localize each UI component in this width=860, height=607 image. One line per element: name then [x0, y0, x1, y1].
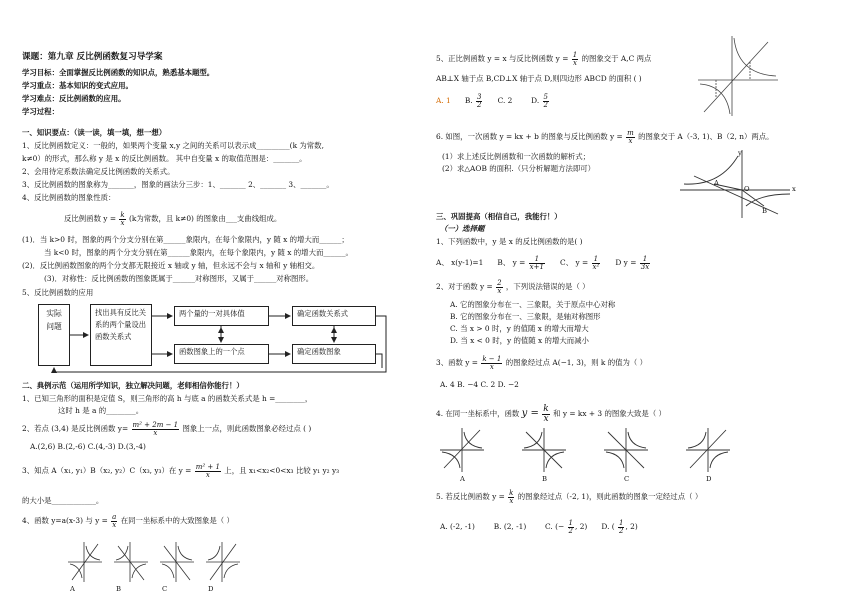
flow-value-pair: 两个量的一对具体值: [174, 306, 269, 326]
choice-1: 1、下列函数中，y 是 x 的反比例函数的是( ): [436, 237, 583, 246]
question-6b: (2）求△AOB 的面积.（只分析解题方法即可）: [442, 164, 596, 173]
choice-2b: B. 它的图象分布在一、三象限，是轴对称图形: [450, 312, 601, 321]
fraction: $\frac{3}{2}$: [477, 92, 482, 109]
fraction: $\frac{1}{2}$: [568, 518, 573, 535]
learning-process: 学习过程：: [22, 107, 59, 116]
knowledge-4b: (1)．当 k>0 时，图象的两个分支分别在第______象限内，在每个象限内，y 随 x 的增大而______；: [22, 235, 349, 244]
choice-4: 4. 在同一坐标系中，函数 y = $\frac{k}{x}$ 和 y = kx + 3 的图象大致是（ ）: [436, 403, 666, 424]
fraction: $\frac{1}{2}$: [619, 518, 624, 535]
choice-2a: A. 它的图象分布在一、三象限，关于原点中心对称: [450, 300, 616, 309]
knowledge-4a: 反比例函数 y = $\frac{k}{x}$ (k为常数，且 k≠0) 的图象由___支曲线组成。: [64, 210, 282, 227]
fraction: $\frac{k}{x}$: [543, 403, 549, 424]
c4-label-a: A: [460, 475, 465, 483]
example-2-options: A.(2,6) B.(2,-6) C.(4,-3) D.(3,-4): [30, 442, 146, 451]
q6-b-label: B: [762, 207, 767, 215]
flow-determine-graph: 确定函数图象: [292, 344, 376, 364]
knowledge-1b: k≠0）的形式，那么称 y 是 x 的反比例函数。 其中自变量 x 的取值范围是：_______。: [22, 154, 307, 163]
key-point: 学习重点：基本知识的变式应用。: [22, 81, 133, 90]
example-1b: 这时 h 是 a 的________。: [58, 406, 144, 415]
choice-2d: D. 当 x < 0 时，y 的值随 x 的增大而减小: [450, 336, 589, 345]
c4-graph-a: [440, 428, 484, 472]
graph-d: [206, 542, 240, 582]
knowledge-4: 4、反比例函数的图象性质：: [22, 193, 116, 202]
choice-4-graphs: [440, 428, 740, 474]
example-3b: 的大小是____________。: [22, 496, 104, 505]
section-examples: 二、典例示范（运用所学知识，独立解决问题，老师相信你能行！）: [22, 381, 244, 390]
question-5b: AB⊥X 轴于点 B,CD⊥X 轴于点 D,则四边形 ABCD 的面积 ( ): [436, 74, 642, 83]
c4-label-b: B: [542, 475, 547, 483]
fraction: $\frac{m}{x}$: [627, 128, 634, 145]
q6-y-label: y: [738, 149, 742, 157]
c4-graph-d: [686, 428, 730, 472]
knowledge-2: 2、会用待定系数法确定反比例函数的关系式。: [22, 167, 175, 176]
q6-a-label: A: [714, 179, 719, 187]
knowledge-1: 1、反比例函数定义：一般的，如果两个变量 x,y 之间的关系可以表示成_________(k 为常数,: [22, 141, 324, 150]
choice-3: 3、函数 y = $\frac{k - 1}{x}$ 的图象经过点 A(−1, 3)，则 k 的值为（ ）: [436, 354, 648, 371]
fraction: $\frac{\text{m² + 1}}{x}$: [195, 462, 220, 479]
flowchart-arrows: [22, 0, 414, 380]
question-5-options: A. 1 B. $\frac{3}{2}$ C. 2 D. $\frac{5}{2}$: [436, 92, 549, 109]
c4-label-d: D: [706, 475, 712, 483]
learning-goal: 学习目标：全面掌握反比例函数的知识点，熟悉基本题型。: [22, 68, 215, 77]
fraction: $\frac{1}{\text{x²}}$: [592, 254, 600, 271]
choice-2c: C. 当 x > 0 时，y 的值随 x 的增大而增大: [450, 324, 589, 333]
graph-c: [160, 542, 194, 582]
difficult-point: 学习难点：反比例函数的应用。: [22, 94, 126, 103]
knowledge-3: 3、反比例函数的图象称为_______，图象的画法分三步：1、_______ 2、_______ 3、_______。: [22, 180, 334, 189]
choice-2: 2、对于函数 y = $\frac{2}{x}$ ，下列说法错误的是（ ）: [436, 278, 590, 295]
fraction: $\frac{1}{x+1}$: [529, 254, 544, 271]
flow-real-problem: 实际问题: [38, 304, 70, 366]
question-5: 5、正比例函数 y = x 与反比例函数 y = $\frac{1}{x}$ 的图象交于 A,C 两点: [436, 50, 652, 67]
example-1: 1、已知三角形的面积是定值 S，则三角形的高 h 与底 a 的函数关系式是 h =________，: [22, 394, 313, 403]
section-knowledge: 一、知识要点：（读一读，填一填，想一想）: [22, 128, 167, 137]
example-2: 2、若点 (3,4) 是反比例函数 y= $\frac{\text{m² + 2m − 1}}{x}$ 图象上一点，则此函数图象必经过点 ( ): [22, 420, 312, 437]
c4-label-c: C: [624, 475, 630, 483]
fraction: $\frac{2}{x}$: [497, 278, 502, 295]
choice-1-options: A、 x(y-1)=1 B、 y = $\frac{1}{x+1}$ C、 y = $\frac{1}{\text{x²}}$ D y = $\frac{1}{3x}$: [436, 254, 650, 271]
knowledge-4c: 当 k<0 时，图象的两个分支分别在第______象限内，在每个象限内，y 随 x 的增大而______。: [44, 248, 353, 257]
choice-5: 5. 若反比例函数 y = $\frac{k}{x}$ 的图象经过点（-2, 1)，则此函数的图象一定经过点（ ）: [436, 488, 703, 505]
flow-determine-formula: 确定函数关系式: [292, 306, 376, 326]
fraction: $\frac{k - 1}{x}$: [482, 354, 502, 371]
question-5-graph: [698, 36, 778, 116]
graph-b: [114, 542, 148, 582]
fraction: $\frac{1}{3x}$: [640, 254, 650, 271]
question-6: 6. 如图，一次函数 y = kx + b 的图象与反比例函数 y = $\frac{m}{x}$ 的图象交于 A（-3, 1)、B（2, n）两点。: [436, 128, 774, 145]
graph-a: [68, 542, 102, 582]
lesson-title: 课题：第九章 反比例函数复习导学案: [22, 52, 163, 62]
flow-graph-point: 函数图象上的一个点: [174, 344, 269, 364]
knowledge-4d: (2)．反比例函数图象的两个分支都无限接近 x 轴或 y 轴，但永远不会与 x 轴和 y 轴相交。: [22, 261, 320, 270]
fraction: $\frac{k}{x}$: [509, 488, 514, 505]
fraction: $\frac{1}{x}$: [572, 50, 578, 67]
fraction: $\frac{\text{m² + 2m − 1}}{x}$: [132, 420, 179, 437]
example-4: 4、函数 y=a(x-3) 与 y = $\frac{a}{x}$ 在同一坐标系中的大致图象是（ ）: [22, 512, 234, 529]
knowledge-5: 5、反比例函数的应用: [22, 288, 94, 297]
question-6-graph: [680, 148, 796, 218]
section-consolidate: 三、巩固提高（相信自己，我能行！）: [436, 212, 562, 221]
choice-5-options: A. (-2, -1) B. (2, -1) C. (− $\frac{1}{2}$ , 2) D. ( $\frac{1}{2}$ , 2): [440, 518, 638, 535]
q6-x-label: x: [792, 185, 796, 193]
example-4-graphs: [68, 540, 248, 590]
flow-find-relation: 找出具有反比关系的两个量设出函数关系式: [90, 304, 152, 366]
choice-3-options: A. 4 B. −4 C. 2 D. −2: [440, 380, 519, 389]
c4-graph-c: [604, 428, 648, 472]
question-6a: (1）求上述反比例函数和一次函数的解析式；: [442, 152, 591, 161]
section-choice: （一）选择题: [440, 224, 485, 233]
example-3: 3、知点 A（x₁, y₁）B（x₂, y₂）C（x₃, y₃）在 y = $\frac{\text{m² + 1}}{x}$ 上，且 x₁<x₂<0<x₃ 比较 y₁ y₂ y₃: [22, 462, 340, 479]
knowledge-4e: (3)．对称性：反比例函数的图象既属于______对称图形，又属于______对称图形。: [44, 274, 314, 283]
graph-label-b: B: [116, 585, 121, 593]
fraction: $\frac{k}{x}$: [120, 210, 125, 227]
graph-label-d: D: [208, 585, 214, 593]
q6-o-label: O: [744, 185, 750, 193]
graph-label-a: A: [70, 585, 75, 593]
fraction: $\frac{a}{x}$: [112, 512, 117, 529]
graph-label-c: C: [162, 585, 168, 593]
fraction: $\frac{5}{2}$: [543, 92, 549, 109]
c4-graph-b: [522, 428, 566, 472]
